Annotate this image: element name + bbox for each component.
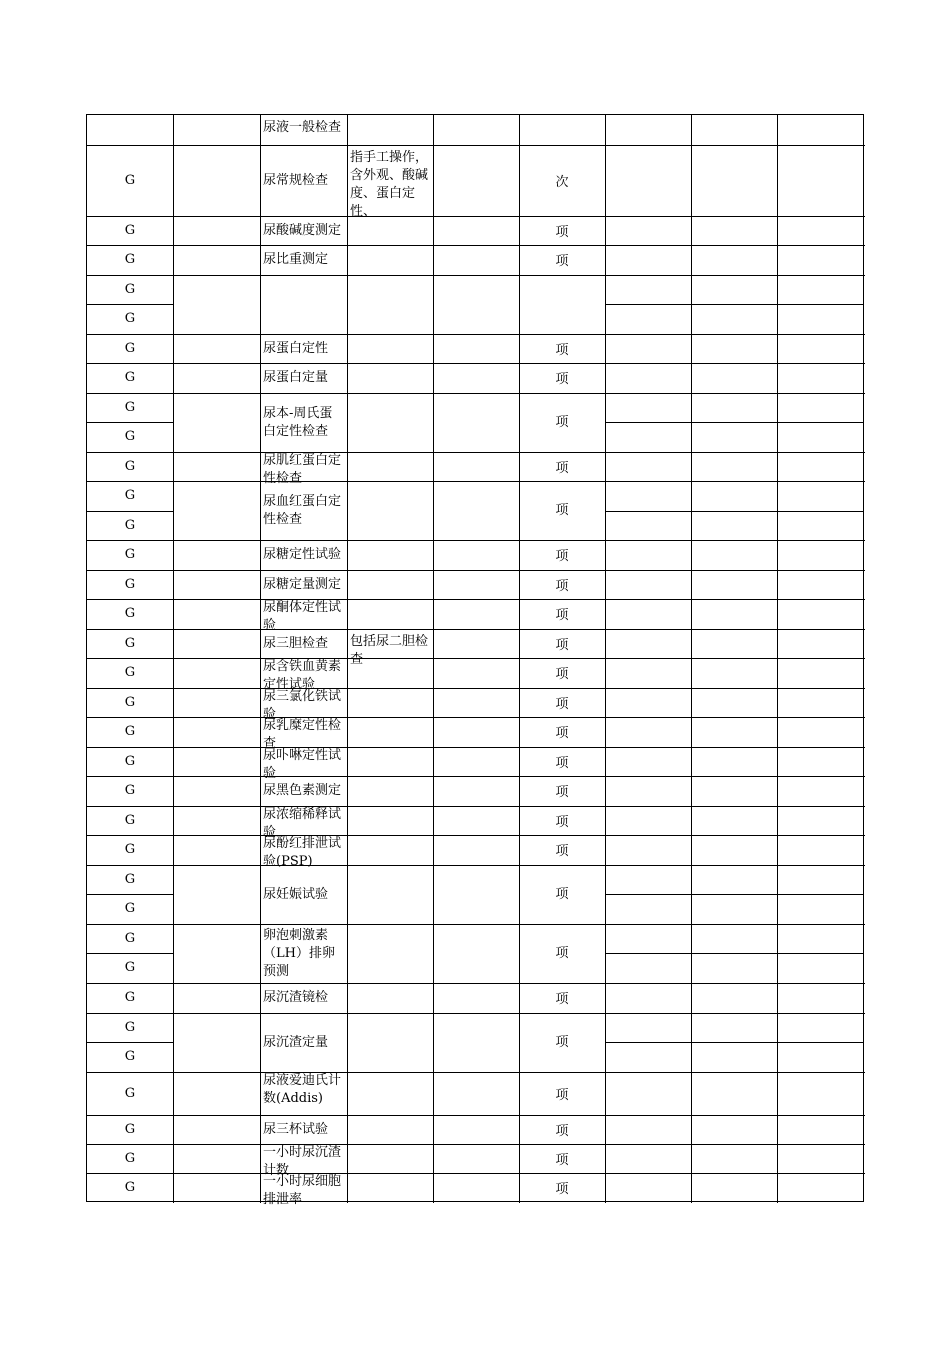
category-code: G — [124, 753, 136, 769]
item-name: 尿三杯试验 — [263, 1121, 329, 1137]
category-code: G — [124, 930, 136, 946]
unit-label: 项 — [555, 608, 569, 623]
item-name: 尿蛋白定量 — [263, 370, 329, 385]
item-name: 卵泡刺激素（LH）排卵预测 — [263, 927, 335, 979]
item-name: 一小时尿细胞排泄率 — [263, 1174, 342, 1207]
category-code: G — [124, 547, 136, 562]
category-code: G — [124, 576, 136, 592]
category-code: G — [124, 1150, 136, 1166]
unit-label: 项 — [555, 460, 569, 476]
category-code: G — [124, 871, 136, 887]
unit-label: 项 — [555, 1152, 569, 1168]
category-code: G — [124, 311, 136, 326]
category-code: G — [124, 1121, 136, 1137]
unit-label: 项 — [555, 578, 569, 594]
category-code: G — [124, 842, 136, 857]
item-name: 尿常规检查 — [263, 172, 329, 188]
unit-label: 项 — [555, 254, 569, 269]
unit-label: 项 — [555, 414, 569, 430]
category-code: G — [124, 370, 136, 385]
item-note: 包括尿二胆检查 — [350, 634, 429, 667]
unit-label: 项 — [555, 667, 569, 682]
unit-label: 项 — [555, 1182, 569, 1197]
category-code: G — [124, 1019, 136, 1035]
category-code: G — [124, 812, 136, 828]
unit-label: 项 — [555, 342, 569, 358]
item-name: 尿卟啉定性试验 — [263, 748, 342, 781]
category-code: G — [124, 172, 136, 188]
category-code: G — [124, 222, 136, 238]
category-code: G — [124, 783, 136, 798]
category-code: G — [124, 458, 136, 474]
category-code: G — [124, 517, 136, 533]
item-name: 尿黑色素测定 — [263, 783, 342, 798]
item-name: 尿肌红蛋白定性检查 — [263, 453, 342, 486]
item-name: 尿妊娠试验 — [263, 886, 329, 902]
item-name: 尿含铁血黄素定性试验 — [263, 659, 342, 692]
category-code: G — [124, 429, 136, 444]
category-code: G — [124, 252, 136, 267]
unit-label: 项 — [555, 549, 569, 564]
unit-label: 项 — [555, 785, 569, 800]
fee-table — [86, 114, 864, 1207]
item-name: 尿糖定量测定 — [263, 576, 342, 592]
unit-label: 项 — [555, 1123, 569, 1139]
item-name: 尿糖定性试验 — [263, 547, 342, 562]
item-name: 尿酮体定性试验 — [263, 600, 342, 633]
unit-label: 项 — [555, 755, 569, 771]
unit-label: 项 — [555, 1034, 569, 1050]
unit-label: 项 — [555, 372, 569, 387]
category-code: G — [124, 1085, 136, 1101]
category-code: G — [124, 1180, 136, 1195]
category-code: G — [124, 635, 136, 651]
unit-label: 项 — [555, 696, 569, 712]
item-name: 尿比重测定 — [263, 252, 329, 267]
category-code: G — [124, 665, 136, 680]
unit-label: 次 — [555, 174, 569, 190]
unit-label: 项 — [555, 502, 569, 518]
category-code: G — [124, 960, 136, 975]
item-name: 尿酸碱度测定 — [263, 222, 342, 238]
category-code: G — [124, 901, 136, 916]
item-note: 指手工操作，含外观、酸碱度、蛋白定性、 — [350, 150, 429, 218]
unit-label: 项 — [555, 844, 569, 859]
item-name: 尿本-周氏蛋白定性检查 — [263, 405, 333, 439]
category-code: G — [124, 1049, 136, 1064]
item-name: 尿三胆检查 — [263, 635, 329, 651]
category-code: G — [124, 724, 136, 739]
item-name: 尿蛋白定性 — [263, 340, 329, 356]
category-code: G — [124, 281, 136, 297]
item-name: 尿三氯化铁试验 — [263, 689, 342, 722]
item-name: 尿浓缩稀释试验 — [263, 807, 342, 840]
category-code: G — [124, 694, 136, 710]
category-code: G — [124, 606, 136, 621]
unit-label: 项 — [555, 1087, 569, 1103]
item-name: 尿血红蛋白定性检查 — [263, 493, 342, 527]
unit-label: 项 — [555, 224, 569, 240]
unit-label: 项 — [555, 637, 569, 653]
item-name: 尿液一般检查 — [263, 120, 342, 135]
item-name: 尿沉渣镜检 — [263, 990, 329, 1005]
unit-label: 项 — [555, 992, 569, 1007]
item-name: 一小时尿沉渣计数 — [263, 1145, 342, 1178]
unit-label: 项 — [555, 886, 569, 902]
item-name: 尿酚红排泄试验(PSP) — [263, 836, 342, 869]
item-name: 尿乳糜定性检查 — [263, 718, 342, 751]
unit-label: 项 — [555, 726, 569, 741]
category-code: G — [124, 488, 136, 503]
category-code: G — [124, 399, 136, 415]
category-code: G — [124, 990, 136, 1005]
item-name: 尿液爱迪氏计数(Addis) — [263, 1073, 342, 1106]
unit-label: 项 — [555, 814, 569, 830]
category-code: G — [124, 340, 136, 356]
unit-label: 项 — [555, 945, 569, 961]
item-name: 尿沉渣定量 — [263, 1034, 329, 1050]
